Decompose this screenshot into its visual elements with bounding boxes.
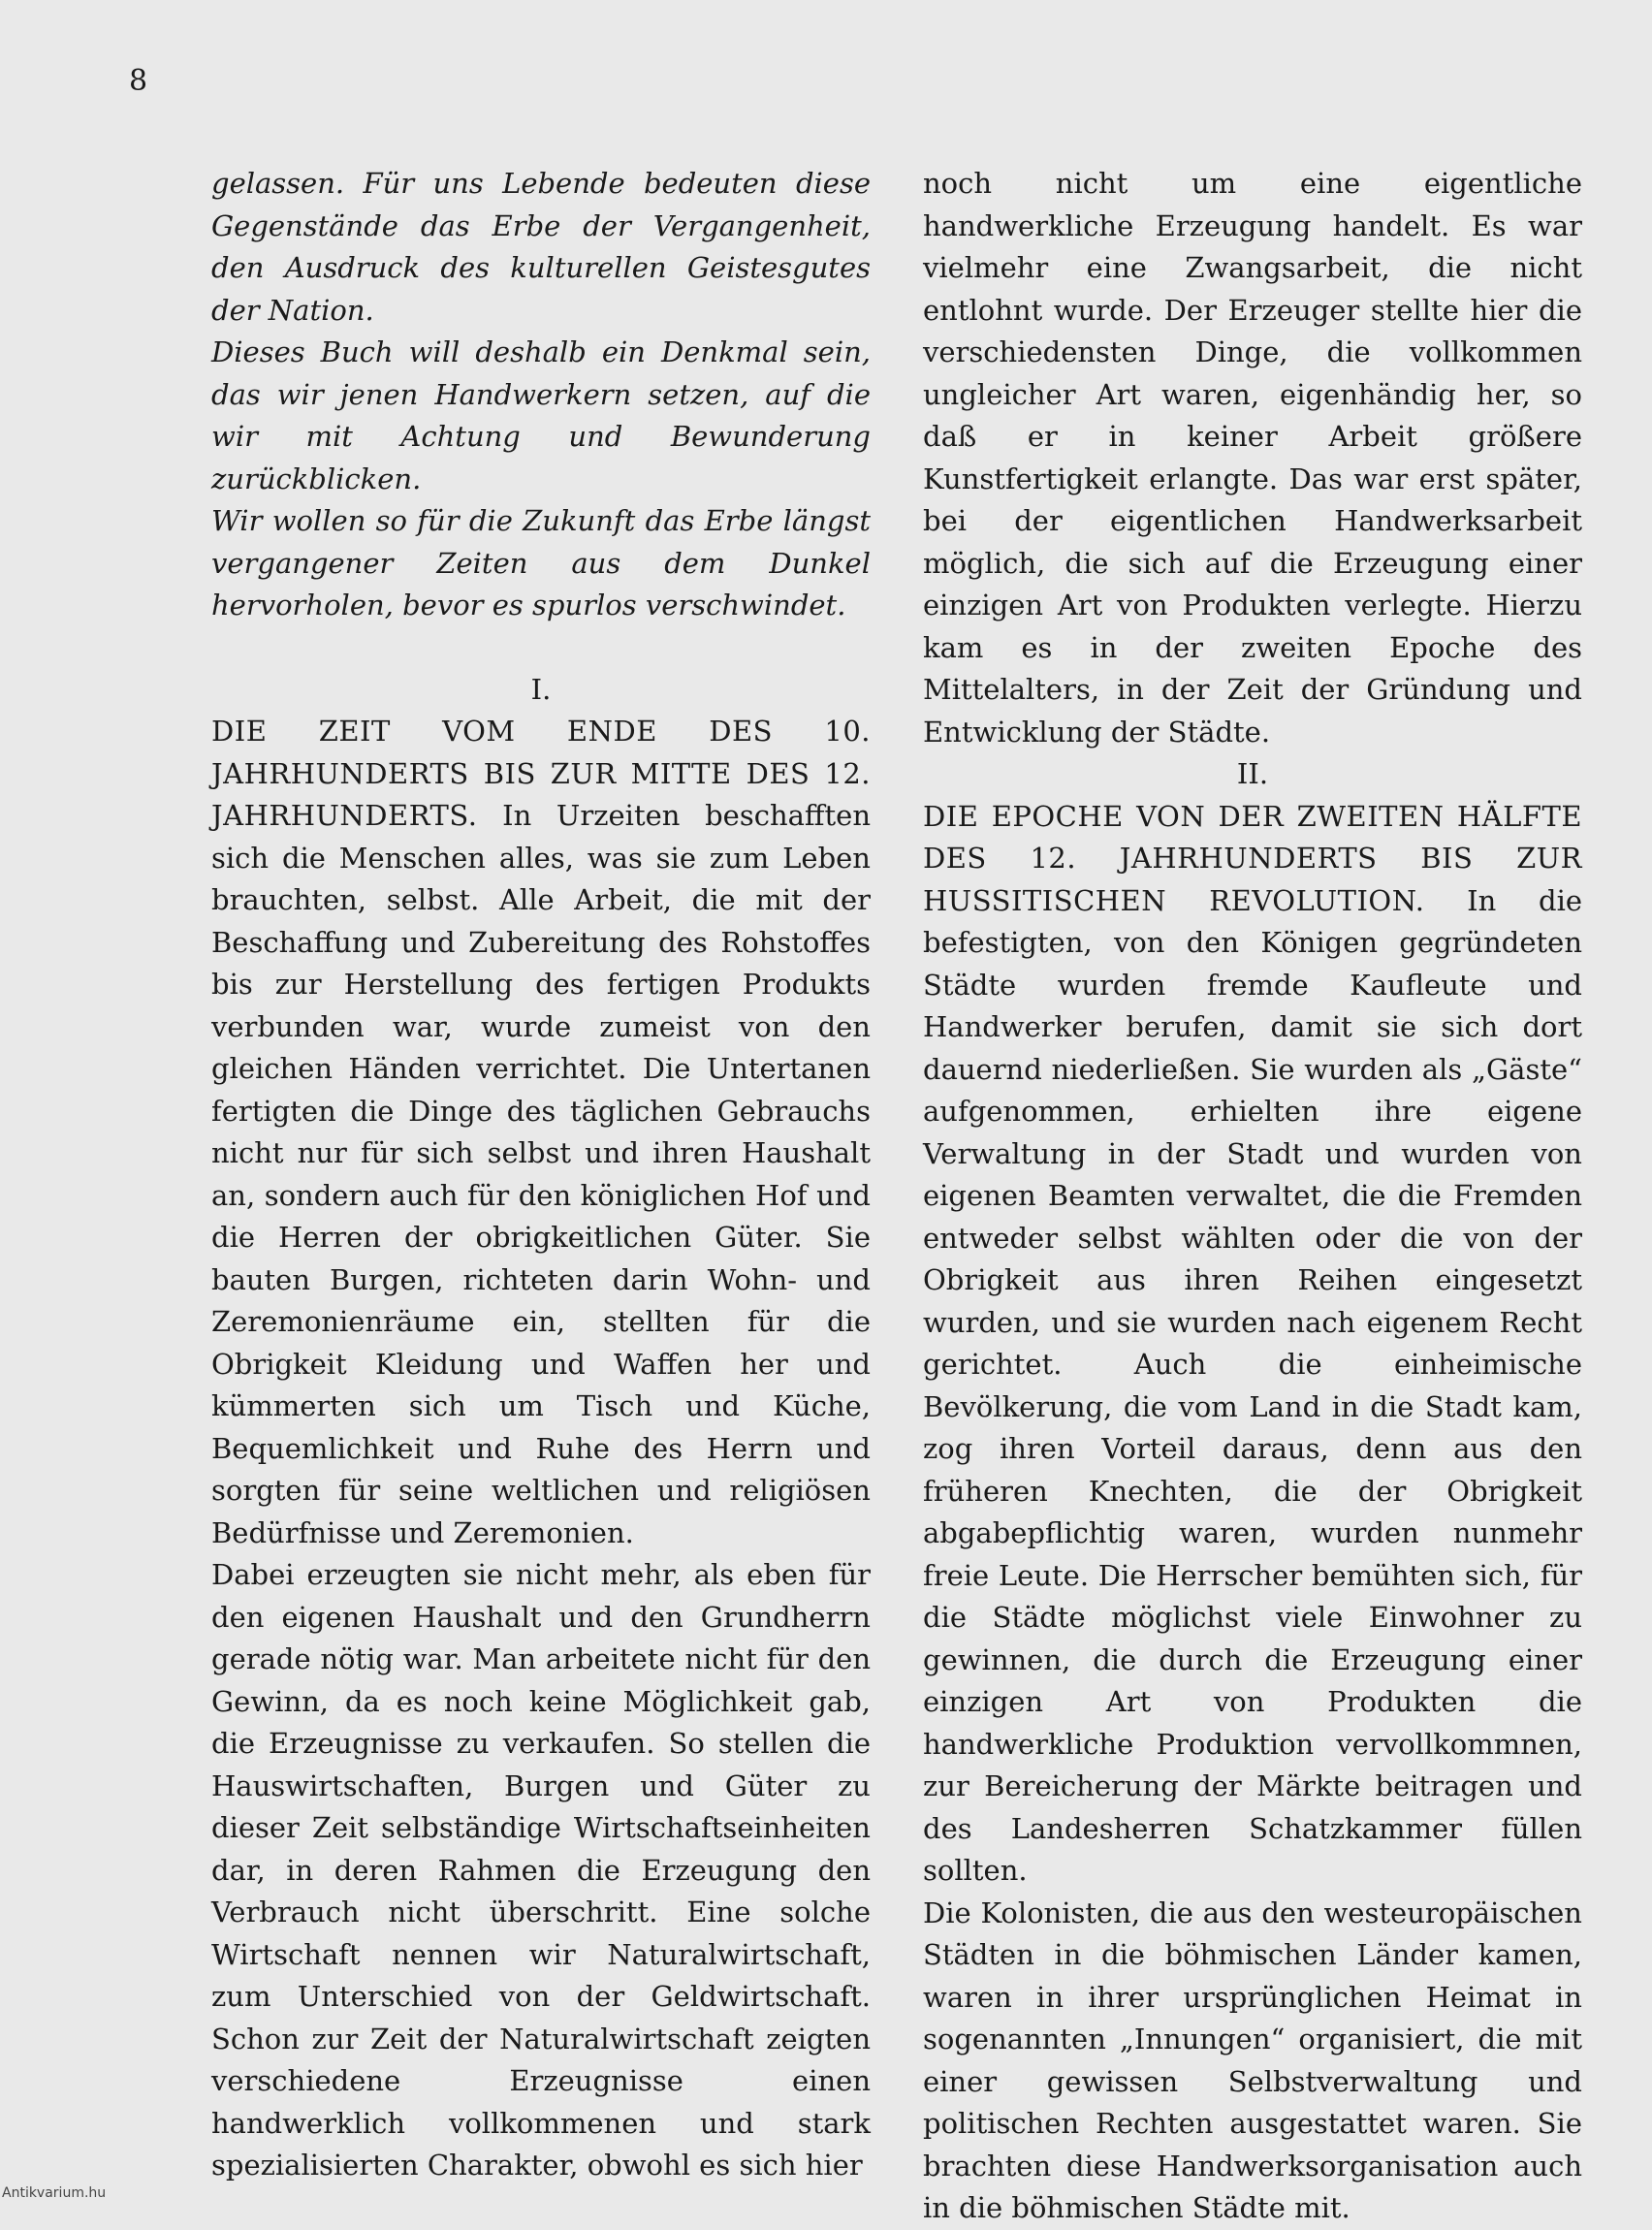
- intro-paragraph: Wir wollen so für die Zukunft das Erbe längst vergangener Zeiten aus dem Dunkel hervorholen, bevor es spurlos verschwindet.: [211, 504, 871, 621]
- section-1-paragraph: Dabei erzeugten sie nicht mehr, als eben für den eigenen Haushalt und den Grundherrn gerade nötig war. Man arbeitete nicht für den Gewinn, da es noch keine Möglichkeit gab, die Erzeugnisse zu verkaufen. So stellen die Hauswirtschaften, Burgen und Güter zu dieser Zeit selbständige Wirtschaftseinheiten dar, in deren Rahmen die Erzeugung den Verbrauch nicht überschritt. Eine solche Wirtschaft nennen wir Naturalwirtschaft, zum Unterschied von der Geldwirtschaft. Schon zur Zeit der Naturalwirtschaft zeigten verschiedene Erzeugnisse einen handwerklich vollkommenen und stark spezialisierten Charakter, obwohl es sich hier: [211, 1558, 871, 2182]
- section-number-1: I.: [530, 672, 552, 706]
- page-number: 8: [129, 64, 148, 98]
- section-1-first-paragraph: [211, 711, 871, 1554]
- section-heading-1: DIE ZEIT VOM ENDE DES 10. JAHRHUNDERTS BIS ZUR MITTE DES 12. JAHRHUNDERTS.: [211, 715, 871, 832]
- continuation-paragraph: noch nicht um eine eigentliche handwerkliche Erzeugung handelt. Es war vielmehr eine Zwangsarbeit, die nicht entlohnt wurde. Der Erzeuger stellte hier die verschiedensten Dinge, die vollkommen ungleicher Art waren, eigenhändig her, so daß er in keiner Arbeit größere Kunstfertigkeit erlangte. Das war erst später, bei der eigentlichen Handwerksarbeit möglich, die sich auf die Erzeugung einer einzigen Art von Produkten verlegte. Hierzu kam es in der zweiten Epoche des Mittelalters, in der Zeit der Gründung und Entwicklung der Städte.: [923, 167, 1582, 749]
- section-number-2: II.: [1236, 757, 1269, 790]
- section-heading-2: DIE EPOCHE VON DER ZWEITEN HÄLFTE DES 12. JAHRHUNDERTS BIS ZUR HUSSITISCHEN REVOLUTION.: [923, 799, 1582, 917]
- intro-paragraph: Dieses Buch will deshalb ein Denkmal sein, das wir jenen Handwerkern setzen, auf die wir mit Achtung und Bewunderung zurückblicken.: [211, 335, 871, 495]
- section-1-text: In Urzeiten beschafften sich die Menschen alles, was sie zum Leben brauchten, selbst. Alle Arbeit, die mit der Beschaffung und Zubereitung des Rohstoffes bis zur Herstellung des fertigen Produkts verbunden war, wurde zumeist von den gleichen Händen verrichtet. Die Untertanen fertigten die Dinge des täglichen Gebrauchs nicht nur für sich selbst und ihren Haushalt an, sondern auch für den königlichen Hof und die Herren der obrigkeitlichen Güter. Sie bauten Burgen, richteten darin Wohn- und Zeremonienräume ein, stellten für die Obrigkeit Kleidung und Waffen her und kümmerten sich um Tisch und Küche, Bequemlichkeit und Ruhe des Herrn und sorgten für seine weltlichen und religiösen Bedürfnisse und Zeremonien.: [211, 799, 872, 1549]
- left-column: [211, 163, 871, 2187]
- watermark: Antikvarium.hu: [2, 2185, 107, 2201]
- right-column: [923, 163, 1582, 2230]
- section-2-first-paragraph: [923, 796, 1582, 1893]
- section-2-text: In die befestigten, von den Königen gegründeten Städte wurden fremde Kaufleute und Handwerker berufen, damit sie sich dort dauernd niederließen. Sie wurden als „Gäste“ aufgenommen, erhielten ihre eigene Verwaltung in der Stadt und wurden von eigenen Beamten verwaltet, die die Fremden entweder selbst wählten oder die von der Obrigkeit aus ihren Reihen eingesetzt wurden, und sie wurden nach eigenem Recht gerichtet. Auch die einheimische Bevölkerung, die vom Land in die Stadt kam, zog ihren Vorteil daraus, denn aus den früheren Knechten, die der Obrigkeit abgabepflichtig waren, wurden nunmehr freie Leute. Die Herrscher bemühten sich, für die Städte möglichst viele Einwohner zu gewinnen, die durch die Erzeugung einer einzigen Art von Produkten die handwerkliche Produktion vervollkommnen, zur Bereicherung der Märkte beitragen und des Landesherren Schatzkammer füllen sollten.: [923, 883, 1583, 1887]
- section-2-paragraph: Die Kolonisten, die aus den westeuropäischen Städten in die böhmischen Länder kamen, waren in ihrer ursprünglichen Heimat in sogenannten „Innungen“ organisiert, die mit einer gewissen Selbstverwaltung und politischen Rechten ausgestattet waren. Sie brachten diese Handwerksorganisation auch in die böhmischen Städte mit.: [923, 1896, 1582, 2224]
- intro-paragraph: gelassen. Für uns Lebende bedeuten diese Gegenstände das Erbe der Vergangenheit, den Ausdruck des kulturellen Geistesgutes der Nation.: [211, 167, 871, 327]
- intro-block: [211, 163, 871, 627]
